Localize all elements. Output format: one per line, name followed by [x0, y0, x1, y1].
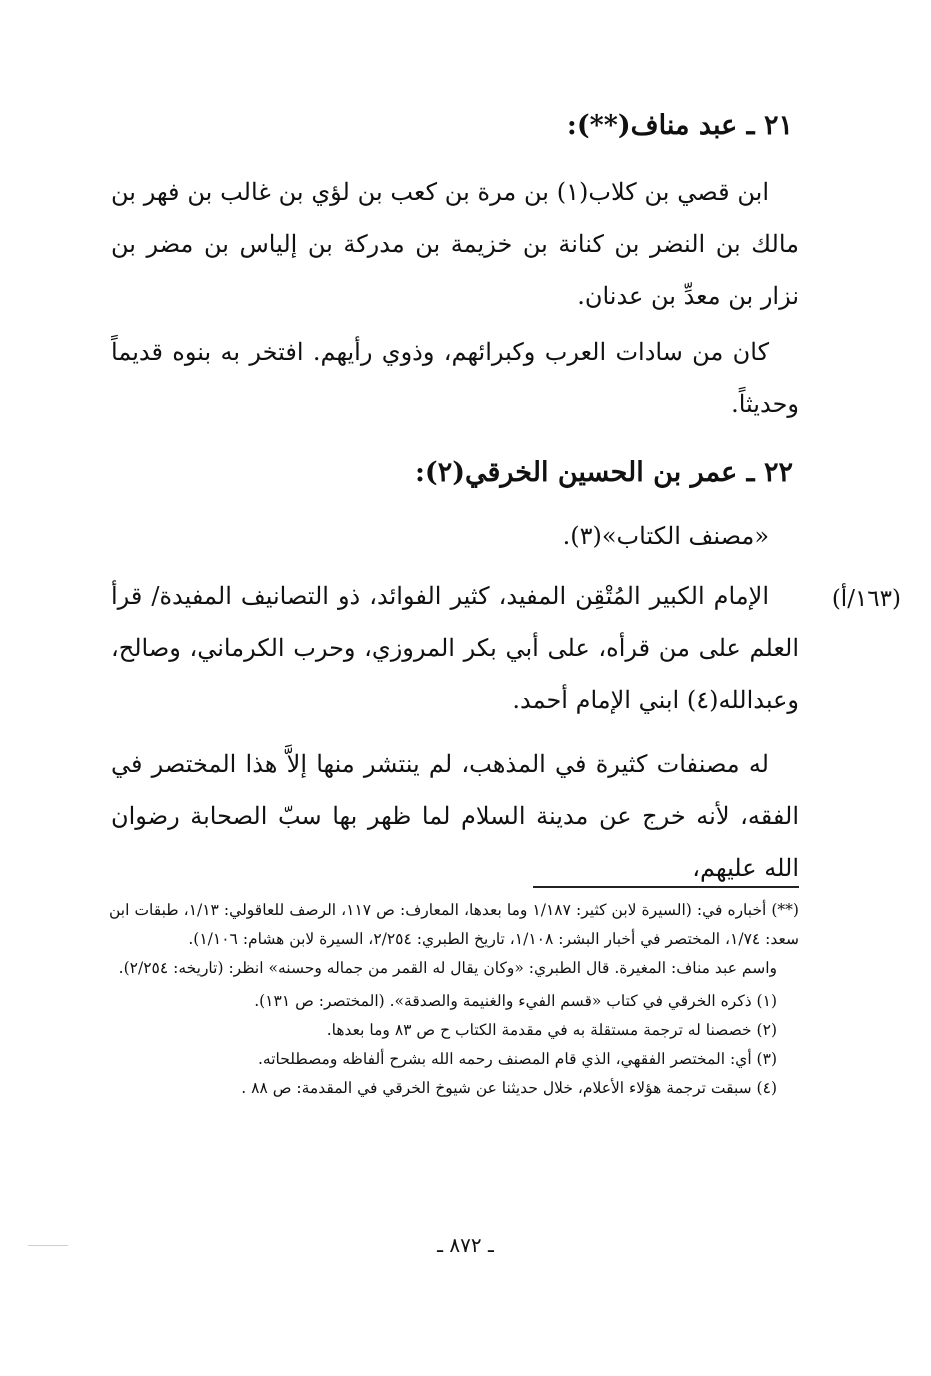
- margin-folio-reference: (١٦٣/أ): [831, 586, 901, 612]
- entry-22-works-paragraph: له مصنفات كثيرة في المذهب، لم ينتشر منها إلاَّ هذا المختصر في الفقه، لأنه خرج عن مدينة السلام لما ظهر بها سبّ الصحابة رضوان الله عليهم،: [111, 750, 799, 882]
- footnote-separator: [533, 886, 799, 888]
- footnote-general-name-note: واسم عبد مناف: المغيرة. قال الطبري: «وكان يقال له القمر من جماله وحسنه» انظر: (تاريخه: ٢/٢٥٤).: [118, 959, 777, 977]
- entry-21-lineage-paragraph: ابن قصي بن كلاب(١) بن مرة بن كعب بن لؤي بن غالب بن فهر بن مالك بن النضر بن كنانة بن خزيمة بن مدركة بن إلياس بن مضر بن نزار بن معدِّ بن عدنان.: [111, 178, 799, 310]
- entry-22-heading: ٢٢ ـ عمر بن الحسين الخرقي(٢):: [414, 457, 793, 488]
- footnote-general-sources: (**) أخباره في: (السيرة لابن كثير: ١/١٨٧ وما بعدها، المعارف: ص ١١٧، الرصف للعاقولي: ١/١٣، طبقات ابن سعد: ١/٧٤، المختصر في أخبار البشر: ١/١٠٨، تاريخ الطبري: ٢/٢٥٤، السيرة لابن هشام: ١/١٠٦).: [109, 901, 799, 948]
- entry-22-subtitle: «مصنف الكتاب»(٣).: [562, 522, 769, 550]
- scan-artifact-mark: [28, 1245, 68, 1246]
- entry-21-heading: ٢١ ـ عبد مناف(**):: [566, 110, 793, 141]
- page-number: ـ ٨٧٢ ـ: [437, 1233, 494, 1257]
- entry-22-biography-paragraph: الإمام الكبير المُتْقِن المفيد، كثير الفوائد، ذو التصانيف المفيدة/ قرأ العلم على من قرأه، على أبي بكر المروزي، وحرب الكرماني، وصالح، وعبدالله(٤) ابني الإمام أحمد.: [111, 582, 799, 714]
- footnote-3: (٣) أي: المختصر الفقهي، الذي قام المصنف رحمه الله بشرح ألفاظه ومصطلحاته.: [257, 1050, 777, 1068]
- footnotes-section: [109, 896, 799, 1103]
- footnote-1: (١) ذكره الخرقي في كتاب «قسم الفيء والغنيمة والصدقة». (المختصر: ص ١٣١).: [254, 992, 777, 1010]
- entry-21-description-paragraph: كان من سادات العرب وكبرائهم، وذوي رأيهم. افتخر به بنوه قديماً وحديثاً.: [111, 338, 799, 418]
- footnote-4: (٤) سبقت ترجمة هؤلاء الأعلام، خلال حديثنا عن شيوخ الخرقي في المقدمة: ص ٨٨ .: [241, 1079, 777, 1097]
- footnote-2: (٢) خصصنا له ترجمة مستقلة به في مقدمة الكتاب ح ص ٨٣ وما بعدها.: [326, 1021, 777, 1039]
